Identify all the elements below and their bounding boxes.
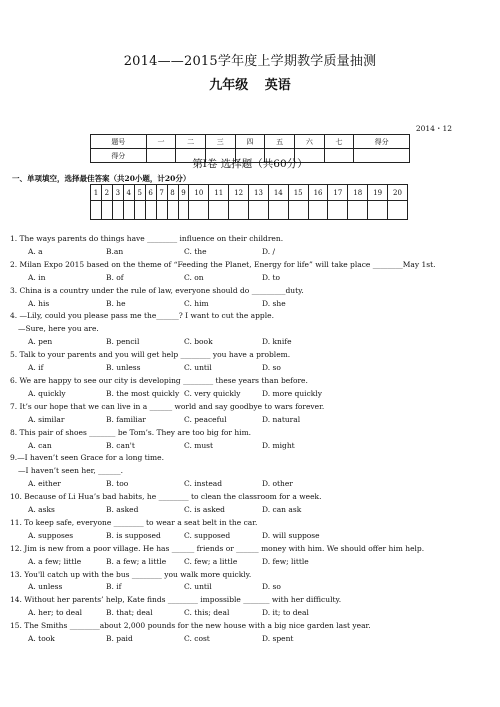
answer-option[interactable]: C. few; a little <box>184 556 238 566</box>
answer-number-cell: 5 <box>134 185 145 201</box>
question-item <box>10 401 480 427</box>
answer-number-cell: 19 <box>368 185 388 201</box>
question-stem: 12. Jim is new from a poor village. He has ______ friends or ______ money with him. We should offer him help. <box>10 543 425 553</box>
answer-option[interactable]: B. too <box>106 479 129 489</box>
score-header-cell: 一 <box>146 135 176 149</box>
answer-number-cell: 9 <box>178 185 189 201</box>
question-item <box>10 310 480 349</box>
question-options <box>10 504 480 517</box>
answer-option[interactable]: D. / <box>262 246 276 256</box>
answer-cell[interactable] <box>91 201 102 220</box>
part-title: 一、单项填空，选择最佳答案（共20小题，计20分） <box>12 174 191 183</box>
score-header-row <box>91 135 410 149</box>
answer-option[interactable]: C. must <box>184 440 214 450</box>
answer-cell[interactable] <box>388 201 408 220</box>
answer-option[interactable]: D. can ask <box>262 505 302 515</box>
score-header-cell: 题号 <box>91 135 147 149</box>
question-stem: 3. China is a country under the rule of law, everyone should do _________duty. <box>10 285 304 295</box>
answer-option[interactable]: D. knife <box>262 337 292 347</box>
question-options <box>10 607 480 620</box>
question-stem: 4. —Lily, could you please pass me the______? I want to cut the apple. <box>10 311 274 321</box>
answer-cell[interactable] <box>328 201 348 220</box>
answer-option[interactable]: B. the most quickly <box>106 388 180 398</box>
answer-option[interactable]: A. unless <box>28 582 63 592</box>
question-extra-line: —Sure, here you are. <box>18 324 99 334</box>
answer-cell[interactable] <box>156 201 167 220</box>
answer-option[interactable]: D. so <box>262 363 281 373</box>
answer-cell[interactable] <box>229 201 249 220</box>
answer-option[interactable]: C. very quickly <box>184 388 241 398</box>
answer-number-cell: 6 <box>145 185 156 201</box>
answer-number-cell: 18 <box>348 185 368 201</box>
question-stem: 10. Because of Li Hua’s bad habits, he ________ to clean the classroom for a week. <box>10 492 322 502</box>
question-stem: 11. To keep safe, everyone ________ to wear a seat belt in the car. <box>10 517 258 527</box>
answer-number-cell: 1 <box>91 185 102 201</box>
question-options <box>10 530 480 543</box>
answer-option[interactable]: A. quickly <box>28 388 66 398</box>
answer-cell[interactable] <box>348 201 368 220</box>
answer-number-row <box>91 185 408 201</box>
question-options <box>10 246 480 259</box>
score-row-label: 得分 <box>91 149 147 163</box>
answer-number-cell: 13 <box>249 185 269 201</box>
score-header-cell: 三 <box>205 135 235 149</box>
answer-number-cell: 15 <box>288 185 308 201</box>
answer-cell[interactable] <box>145 201 156 220</box>
grade-label: 九年级 <box>209 78 249 93</box>
section-title: 第Ⅰ卷 选择题（共60分） <box>192 158 308 170</box>
score-header-cell: 六 <box>294 135 324 149</box>
answer-option[interactable]: B. unless <box>106 363 141 373</box>
question-item <box>10 569 480 595</box>
question-item <box>10 543 480 569</box>
answer-option[interactable]: D. more quickly <box>262 388 322 398</box>
answer-option[interactable]: A. her; to deal <box>28 608 82 618</box>
answer-option[interactable]: A. a few; little <box>28 556 82 566</box>
answer-option[interactable]: B. he <box>106 298 126 308</box>
answer-option[interactable]: C. on <box>184 272 204 282</box>
score-header-cell: 得分 <box>354 135 410 149</box>
question-item <box>10 285 480 311</box>
question-item <box>10 452 480 491</box>
question-item <box>10 620 480 646</box>
answer-option[interactable]: A. can <box>28 440 52 450</box>
answer-option[interactable]: C. this; deal <box>184 608 230 618</box>
subject-label: 英语 <box>264 78 291 93</box>
question-options <box>10 272 480 285</box>
answer-cell[interactable] <box>268 201 288 220</box>
answer-option[interactable]: B. that; deal <box>106 608 153 618</box>
answer-option[interactable]: C. supposed <box>184 530 231 540</box>
score-header-cell: 四 <box>235 135 265 149</box>
question-stem: 8. This pair of shoes _______ be Tom’s. They are too big for him. <box>10 427 252 437</box>
answer-option[interactable]: D. natural <box>262 414 301 424</box>
answer-option[interactable]: C. the <box>184 246 207 256</box>
question-options <box>10 478 480 491</box>
question-options <box>10 633 480 646</box>
answer-blank-row <box>91 201 408 220</box>
question-item <box>10 517 480 543</box>
answer-option[interactable]: B. paid <box>106 634 133 644</box>
answer-option[interactable]: D. so <box>262 582 281 592</box>
question-item <box>10 427 480 453</box>
answer-number-cell: 3 <box>112 185 123 201</box>
question-item <box>10 375 480 401</box>
question-stem: 2. Milan Expo 2015 based on the theme of “Feeding the Planet, Energy for life” will take place ________May 1st. <box>10 259 436 269</box>
score-header-cell: 七 <box>324 135 354 149</box>
question-options <box>10 440 480 453</box>
answer-option[interactable]: D. will suppose <box>262 530 320 540</box>
answer-cell[interactable] <box>189 201 209 220</box>
score-header-cell: 五 <box>265 135 295 149</box>
answer-option[interactable]: B. a few; a little <box>106 556 167 566</box>
answer-option[interactable]: C. him <box>184 298 209 308</box>
answer-option[interactable]: B. can't <box>106 440 135 450</box>
answer-option[interactable]: B. of <box>106 272 124 282</box>
exam-subtitle <box>0 74 500 93</box>
answer-cell[interactable] <box>288 201 308 220</box>
answer-option[interactable]: C. until <box>184 363 212 373</box>
answer-option[interactable]: B. pencil <box>106 337 140 347</box>
answer-number-cell: 8 <box>167 185 178 201</box>
answer-cell[interactable] <box>308 201 328 220</box>
answer-number-cell: 20 <box>388 185 408 201</box>
answer-cell[interactable] <box>368 201 388 220</box>
question-options <box>10 581 480 594</box>
question-item <box>10 491 480 517</box>
question-stem: 9.—I haven’t seen Grace for a long time. <box>10 453 164 463</box>
score-header-cell: 二 <box>176 135 206 149</box>
answer-option[interactable]: A. supposes <box>28 530 74 540</box>
answer-option[interactable]: D. she <box>262 298 286 308</box>
question-options <box>10 298 480 311</box>
answer-cell[interactable] <box>112 201 123 220</box>
answer-option[interactable]: B.an <box>106 246 124 256</box>
answer-cell[interactable] <box>209 201 229 220</box>
answer-option[interactable]: C. until <box>184 582 212 592</box>
answer-option[interactable]: A. in <box>28 272 46 282</box>
answer-option[interactable]: C. instead <box>184 479 223 489</box>
question-stem: 13. You'll catch up with the bus ________ you walk more quickly. <box>10 569 252 579</box>
answer-number-cell: 10 <box>189 185 209 201</box>
answer-option[interactable]: C. peaceful <box>184 414 227 424</box>
answer-option[interactable]: D. to <box>262 272 281 282</box>
question-item <box>10 594 480 620</box>
answer-option[interactable]: B. familiar <box>106 414 146 424</box>
answer-option[interactable]: A. his <box>28 298 50 308</box>
question-stem: 15. The Smiths ________about 2,000 pounds for the new house with a big nice garden last year. <box>10 621 371 631</box>
answer-option[interactable]: A. a <box>28 246 43 256</box>
answer-cell[interactable] <box>134 201 145 220</box>
answer-number-cell: 17 <box>328 185 348 201</box>
question-stem: 5. Talk to your parents and you will get help ________ you have a problem. <box>10 350 291 360</box>
answer-cell[interactable] <box>249 201 269 220</box>
question-stem: 1. The ways parents do things have ________ influence on their children. <box>10 234 284 243</box>
question-options <box>10 362 480 375</box>
answer-number-cell: 11 <box>209 185 229 201</box>
question-item <box>10 233 480 259</box>
answer-cell[interactable] <box>123 201 134 220</box>
answer-cell[interactable] <box>167 201 178 220</box>
answer-number-cell: 12 <box>229 185 249 201</box>
answer-option[interactable]: D. other <box>262 479 293 489</box>
answer-option[interactable]: A. either <box>28 479 61 489</box>
answer-cell[interactable] <box>101 201 112 220</box>
answer-option[interactable]: C. book <box>184 337 213 347</box>
question-extra-line: —I haven’t seen her, ______. <box>18 466 124 476</box>
answer-option[interactable]: A. similar <box>28 414 65 424</box>
answer-option[interactable]: A. if <box>28 363 44 373</box>
answer-number-cell: 2 <box>101 185 112 201</box>
answer-option[interactable]: A. pen <box>28 337 53 347</box>
answer-number-cell: 7 <box>156 185 167 201</box>
answer-cell[interactable] <box>178 201 189 220</box>
answer-number-cell: 4 <box>123 185 134 201</box>
exam-date: 2014・12 <box>415 124 452 133</box>
question-stem: 14. Without her parents’ help, Kate finds ________ impossible _______ with her difficulty. <box>10 595 342 605</box>
answer-option[interactable]: B. if <box>106 582 122 592</box>
answer-option[interactable]: A. asks <box>28 505 55 515</box>
question-options <box>10 336 480 349</box>
question-options <box>10 414 480 427</box>
answer-option[interactable]: C. is asked <box>184 505 225 515</box>
answer-option[interactable]: B. asked <box>106 505 139 515</box>
question-stem: 6. We are happy to see our city is developing ________ these years than before. <box>10 375 308 385</box>
answer-number-cell: 16 <box>308 185 328 201</box>
answer-number-cell: 14 <box>268 185 288 201</box>
exam-title: 2014——2015学年度上学期教学质量抽测 <box>123 54 377 69</box>
question-item <box>10 349 480 375</box>
answer-option[interactable]: C. cost <box>184 634 210 644</box>
answer-table <box>90 184 408 220</box>
question-options <box>10 556 480 569</box>
question-options <box>10 388 480 401</box>
answer-option[interactable]: A. took <box>28 634 55 644</box>
answer-option[interactable]: D. it; to deal <box>262 608 309 618</box>
question-stem: 7. It’s our hope that we can live in a ______ world and say goodbye to wars forever. <box>10 401 325 411</box>
answer-option[interactable]: D. might <box>262 440 295 450</box>
answer-option[interactable]: D. spent <box>262 634 294 644</box>
question-item <box>10 259 480 285</box>
answer-option[interactable]: D. few; little <box>262 556 309 566</box>
questions-list <box>10 233 480 646</box>
answer-option[interactable]: B. is supposed <box>106 530 161 540</box>
